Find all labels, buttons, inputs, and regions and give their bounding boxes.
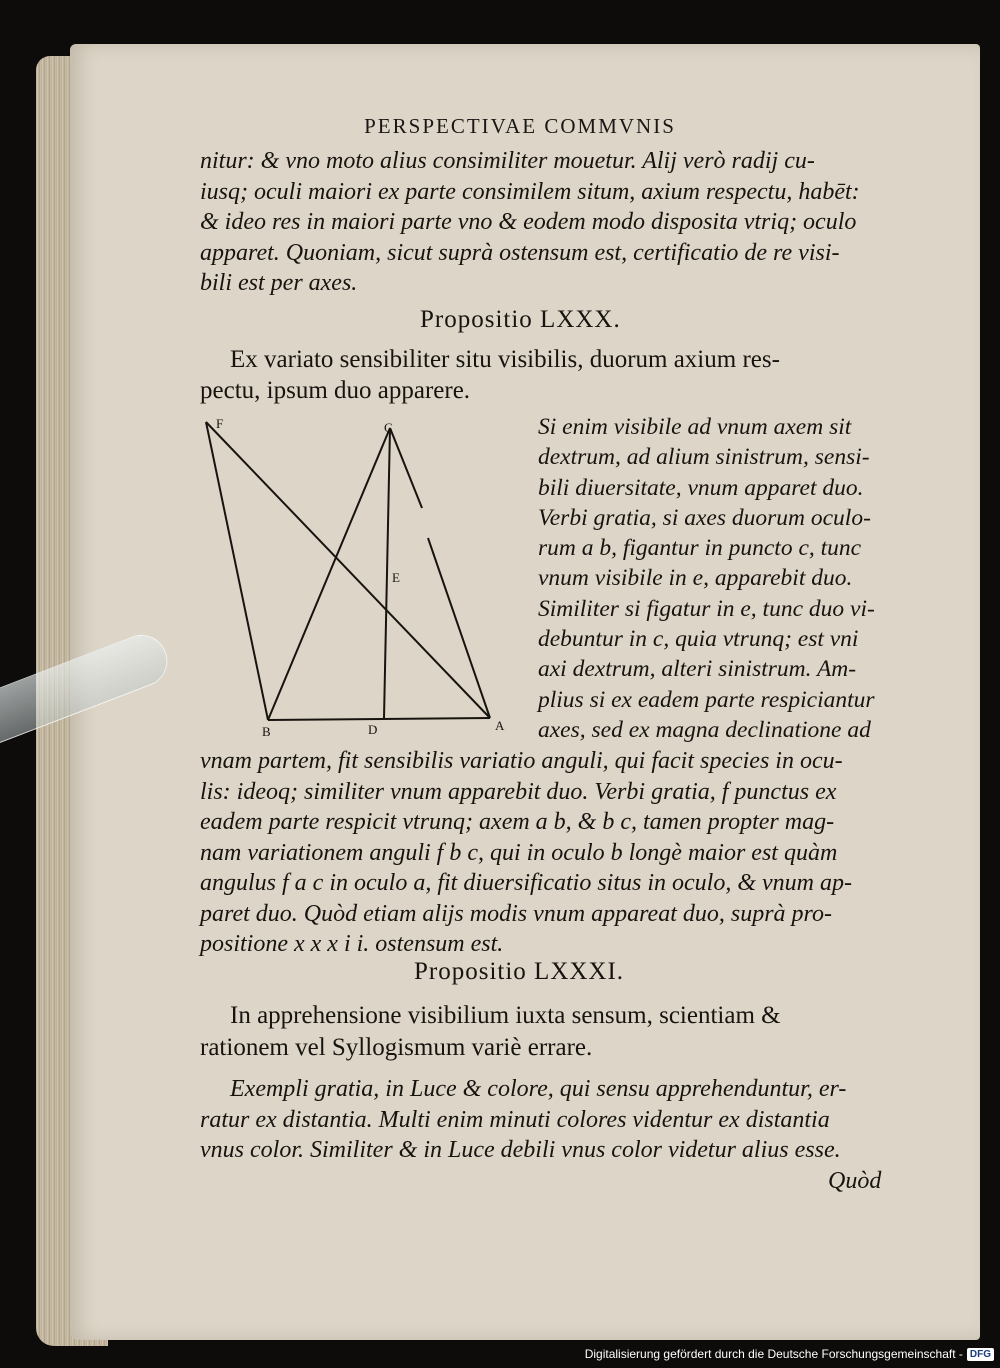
text-line: Similiter si figatur in e, tunc duo vi-	[538, 595, 875, 622]
label-e: E	[392, 570, 400, 585]
top-paragraph	[200, 146, 860, 299]
text-line: vnus color. Similiter & in Luce debili vnus color videtur alius esse.	[200, 1137, 841, 1163]
text-line: Exempli gratia, in Luce & colore, qui sensu apprehenduntur, er-	[230, 1076, 847, 1102]
text-line: vnam partem, fit sensibilis variatio anguli, qui facit species in ocu-	[200, 748, 843, 774]
label-c: C	[384, 420, 393, 435]
text-line: apparet. Quoniam, sicut suprà ostensum est, certificatio de re visi-	[200, 239, 840, 266]
label-a: A	[495, 718, 505, 733]
text-line: In apprehensione visibilium iuxta sensum, scientiam &	[230, 1002, 781, 1029]
label-f: F	[216, 416, 224, 431]
line-c-d	[384, 428, 390, 718]
text-line: axi dextrum, alteri sinistrum. Am-	[538, 656, 857, 683]
text-line: debuntur in c, quia vtrunq; est vni	[538, 626, 859, 653]
text-line: iusq; oculi maiori ex parte consimilem situm, axium respectu, habēt:	[200, 178, 860, 205]
catchword: Quòd	[828, 1168, 882, 1194]
text-line: pectu, ipsum duo apparere.	[200, 377, 471, 404]
proposition-81-enunciation	[200, 1000, 781, 1064]
geometric-diagram	[190, 412, 520, 742]
label-d: D	[368, 722, 378, 737]
text-line: angulus f a c in oculo a, fit diuersificatio situs in oculo, & vnum ap-	[200, 870, 852, 896]
line-a-c	[428, 538, 490, 718]
proposition-80-enunciation	[200, 344, 780, 406]
text-line: bili est per axes.	[200, 270, 358, 296]
line-b-a	[268, 718, 490, 720]
proposition-81-text	[200, 1074, 846, 1166]
proposition-80-heading: Propositio LXXX.	[420, 306, 621, 333]
text-line: Ex variato sensibiliter situ visibilis, duorum axium res-	[230, 346, 780, 373]
line-b-c	[268, 428, 390, 720]
dfg-logo: DFG	[967, 1348, 994, 1361]
text-line: rationem vel Syllogismum variè errare.	[200, 1034, 593, 1061]
text-line: Si enim visibile ad vnum axem sit	[538, 414, 852, 440]
text-line: nam variationem anguli f b c, qui in oculo b longè maior est quàm	[200, 839, 838, 866]
text-line: eadem parte respicit vtrunq; axem a b, & b c, tamen propter mag-	[200, 809, 835, 835]
line-f-a	[206, 422, 490, 718]
proposition-80-side-text	[538, 412, 875, 745]
proposition-80-text	[200, 746, 852, 960]
running-head: PERSPECTIVAE COMMVNIS	[364, 114, 676, 138]
proposition-81-heading: Propositio LXXXI.	[414, 958, 625, 985]
text-line: positione x x x i i. ostensum est.	[200, 931, 504, 957]
text-line: nitur: & vno moto alius consimiliter mouetur. Alij verò radij cu-	[200, 148, 815, 174]
footer-text: Digitalisierung gefördert durch die Deutsche Forschungsgemeinschaft -	[584, 1347, 963, 1361]
text-line: vnum visibile in e, apparebit duo.	[538, 565, 853, 592]
text-line: ratur ex distantia. Multi enim minuti colores videntur ex distantia	[200, 1106, 830, 1133]
text-line: rum a b, figantur in puncto c, tunc	[538, 535, 862, 562]
line-f-b	[206, 422, 268, 720]
digitization-footer	[585, 1344, 994, 1364]
text-line: bili diuersitate, vnum apparet duo.	[538, 474, 864, 501]
text-line: lis: ideoq; similiter vnum apparebit duo. Verbi gratia, f punctus ex	[200, 778, 837, 805]
line-c-stub	[390, 428, 422, 508]
text-line: Verbi gratia, si axes duorum oculo-	[538, 504, 871, 531]
text-line: plius si ex eadem parte respiciantur	[538, 686, 875, 713]
label-b: B	[262, 724, 271, 739]
text-line: axes, sed ex magna declinatione ad	[538, 716, 871, 743]
text-line: paret duo. Quòd etiam alijs modis vnum appareat duo, suprà pro-	[200, 900, 832, 927]
text-line: dextrum, ad alium sinistrum, sensi-	[538, 444, 870, 471]
text-line: & ideo res in maiori parte vno & eodem modo disposita vtriq; oculo	[200, 209, 857, 235]
